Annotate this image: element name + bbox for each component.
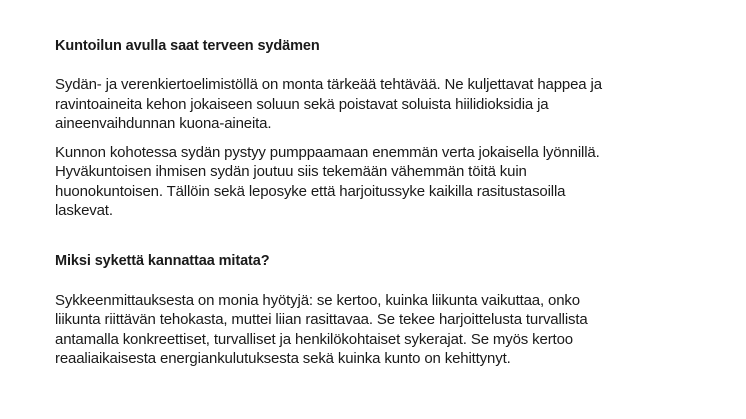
section-heading-why-measure: Miksi sykettä kannattaa mitata? xyxy=(55,252,270,269)
text-line: Sydän- ja verenkiertoelimistöllä on monta tärkeää tehtävää. Ne kuljettavat happea ja xyxy=(55,76,602,93)
text-line: aineenvaihdunnan kuona-aineita. xyxy=(55,115,272,132)
document-page xyxy=(55,30,715,369)
text-line: antamalla konkreettiset, turvalliset ja henkilökohtaiset sykerajat. Se myös kertoo xyxy=(55,330,573,348)
paragraph-fitness-heart xyxy=(55,143,715,221)
section-heading-heart-health: Kuntoilun avulla saat terveen sydämen xyxy=(55,38,320,54)
text-line: ravintoaineita kehon jokaiseen soluun sekä poistavat soluista hiilidioksidia ja xyxy=(55,95,549,113)
paragraph-circulatory-system xyxy=(55,75,715,134)
text-line: huonokuntoisen. Tällöin sekä leposyke että harjoitussyke kaikilla rasitustasoilla xyxy=(55,182,566,200)
text-line: laskevat. xyxy=(55,202,113,219)
text-line: Sykkeenmittauksesta on monia hyötyjä: se kertoo, kuinka liikunta vaikuttaa, onko xyxy=(55,291,580,309)
text-line: Kunnon kohotessa sydän pystyy pumppaamaan enemmän verta jokaisella lyönnillä. xyxy=(55,143,600,161)
text-line: Hyväkuntoisen ihmisen sydän joutuu siis tekemään vähemmän töitä kuin xyxy=(55,163,527,180)
text-line: liikunta riittävän tehokasta, muttei liian rasittavaa. Se tekee harjoittelusta turvallista xyxy=(55,311,588,328)
paragraph-heart-rate-benefits xyxy=(55,291,715,369)
text-line: reaaliaikaisesta energiankulutuksesta sekä kuinka kunto on kehittynyt. xyxy=(55,350,511,367)
